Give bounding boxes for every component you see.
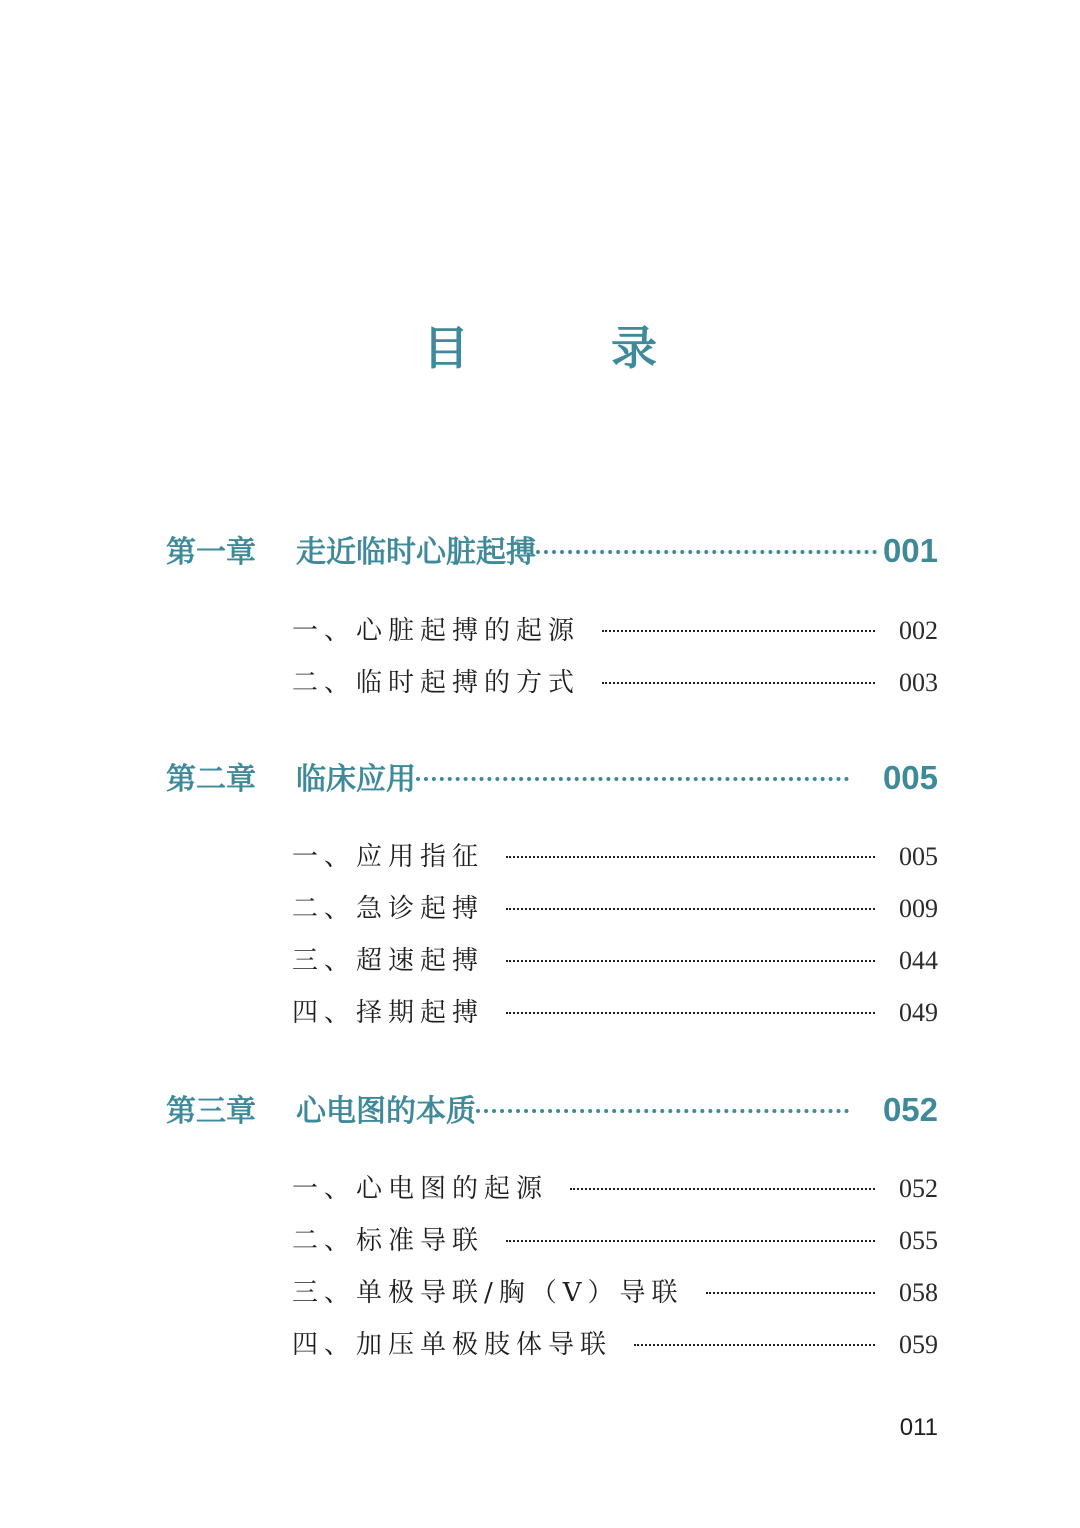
chapter-title: 走近临时心脏起搏	[296, 535, 536, 570]
dot-leader	[476, 1091, 849, 1121]
chapter-entry[interactable]	[166, 527, 938, 571]
section-page-number: 044	[899, 946, 938, 975]
chapter-page-number: 052	[882, 1091, 938, 1128]
dot-leader	[506, 943, 875, 969]
dot-leader	[506, 839, 875, 865]
dot-leader	[536, 532, 877, 562]
section-page-number: 055	[899, 1226, 938, 1255]
section-entry[interactable]	[292, 1324, 938, 1361]
section-page-number: 059	[899, 1330, 938, 1359]
chapter-entry[interactable]	[166, 1086, 938, 1130]
dot-leader	[706, 1275, 875, 1301]
section-entry[interactable]	[292, 888, 938, 925]
section-title: 一、心脏起搏的起源	[292, 616, 581, 646]
section-page-number: 009	[899, 894, 938, 923]
chapter-number: 第二章	[166, 762, 256, 797]
section-title: 一、心电图的起源	[292, 1174, 549, 1204]
section-page-number: 058	[899, 1278, 938, 1307]
page-folio-number: 011	[899, 1414, 938, 1441]
section-title: 四、加压单极肢体导联	[292, 1330, 613, 1360]
section-title: 二、急诊起搏	[292, 894, 485, 924]
chapter-number: 第一章	[166, 535, 256, 570]
dot-leader	[634, 1327, 875, 1353]
dot-leader	[602, 665, 875, 691]
chapter-title: 心电图的本质	[296, 1094, 476, 1129]
section-title: 三、单极导联/胸（V）导联	[292, 1278, 684, 1308]
section-entry[interactable]	[292, 1220, 938, 1257]
section-title: 二、临时起搏的方式	[292, 668, 581, 698]
toc-heading: 目 录	[423, 321, 705, 375]
chapter-page-number: 005	[882, 759, 938, 796]
dot-leader	[416, 759, 849, 789]
section-title: 四、择期起搏	[292, 998, 485, 1028]
section-entry[interactable]	[292, 992, 938, 1029]
dot-leader	[506, 995, 875, 1021]
dot-leader	[602, 613, 875, 639]
section-entry[interactable]	[292, 610, 938, 647]
section-entry[interactable]	[292, 1272, 938, 1309]
chapter-title: 临床应用	[296, 762, 416, 797]
section-page-number: 005	[899, 842, 938, 871]
section-entry[interactable]	[292, 1168, 938, 1205]
dot-leader	[570, 1171, 875, 1197]
section-title: 三、超速起搏	[292, 946, 485, 976]
section-entry[interactable]	[292, 662, 938, 699]
section-page-number: 003	[899, 668, 938, 697]
dot-leader	[506, 1223, 875, 1249]
section-entry[interactable]	[292, 836, 938, 873]
chapter-entry[interactable]	[166, 754, 938, 798]
section-entry[interactable]	[292, 940, 938, 977]
dot-leader	[506, 891, 875, 917]
chapter-page-number: 001	[882, 532, 938, 569]
section-title: 二、标准导联	[292, 1226, 485, 1256]
section-page-number: 052	[899, 1174, 938, 1203]
section-page-number: 049	[899, 998, 938, 1027]
chapter-number: 第三章	[166, 1094, 256, 1129]
section-title: 一、应用指征	[292, 842, 485, 872]
section-page-number: 002	[899, 616, 938, 645]
